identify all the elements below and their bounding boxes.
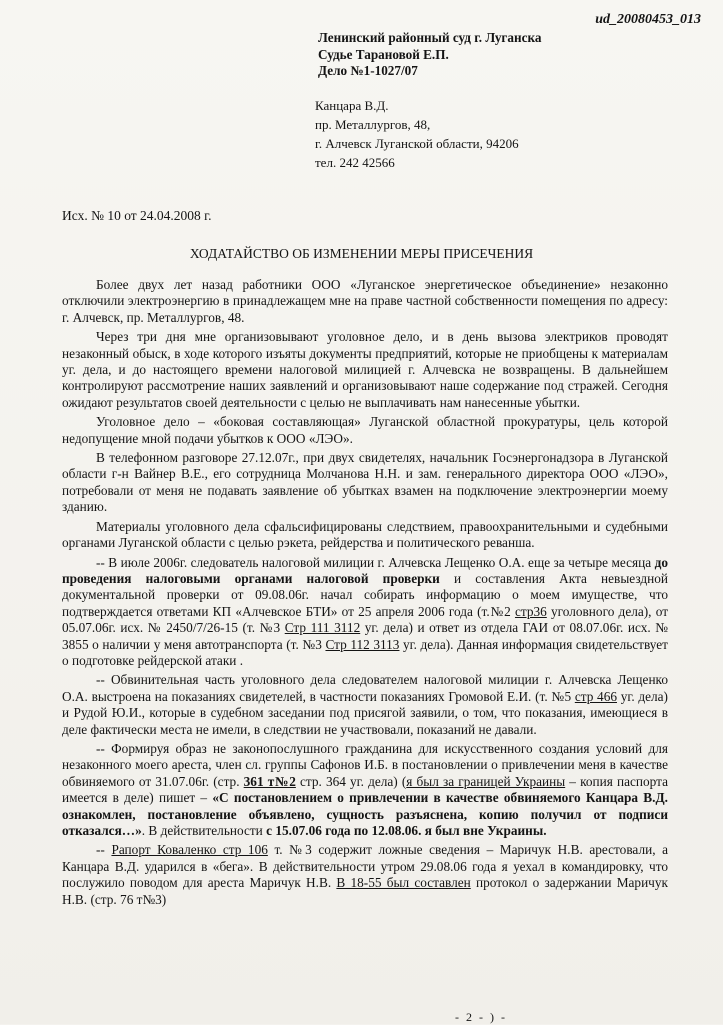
outgoing-number: Исх. № 10 от 24.04.2008 г. — [62, 208, 212, 223]
p9-text-c: т. №3 содержит ложные сведения – Маричук Н.В. арестовали, а Канцара В.Д. ударился в «бега». В действительности утром 29.08.06 года я уехал в командировку, что послужило поводом для ареста Маричук Н.В. — [62, 842, 668, 891]
p6-text-e: уголовного дела), от 05.07.06г. исх. № 2450/7/26-15 (т. №3 — [62, 603, 669, 636]
paragraph-9 — [62, 842, 668, 908]
sender-phone: тел. 242 42566 — [315, 155, 395, 170]
p9-text-a: -- — [96, 842, 112, 858]
p6-ref-p36: стр36 — [514, 603, 547, 619]
paragraph-3: Уголовное дело – «боковая составляющая» Луганской областной прокуратуры, цель которой недопущение мной подачи убытков к ООО «ЛЭО». — [62, 414, 668, 446]
p8-text-g: . В действительности — [141, 823, 267, 838]
document-body — [62, 277, 668, 911]
p6-text-c: и составления Акта невыездной документальной проверки от 09.08.06г. начал собирать информацию о моем имуществе, что подтверждается ответами КП «Алчевское БТИ» от 25 апреля 2006 года (т.№2 — [62, 570, 668, 619]
document-title: ХОДАТАЙСТВО ОБ ИЗМЕНЕНИИ МЕРЫ ПРИСЕЧЕНИЯ — [189, 246, 534, 261]
p8-dates: с 15.07.06 года по 12.08.06. я был вне Украины. — [266, 823, 547, 838]
p8-text-c: стр. 364 уг. дела) ( — [295, 773, 407, 789]
p6-text-i: уг. дела). Данная информация свидетельствует о подготовке рейдерской атаки . — [62, 636, 668, 668]
p8-text-a: -- Формируя образ не законопослушного гражданина для искусственного создания условий для незаконного моего ареста, член сл. группы Сафонов И.Б. в постановлении о привлечении меня в качестве обвиняемого от 31.07.06г. (стр. — [62, 740, 668, 789]
paragraph-5: Материалы уголовного дела сфальсифицированы следствием, правоохранительными и судебными органами Луганской области с целью рэкета, рейдерства и политического реванша. — [62, 518, 668, 551]
sender-block — [315, 96, 695, 172]
p9-ref-report: Рапорт Коваленко стр 106 — [111, 842, 268, 858]
case-number: Дело №1-1027/07 — [318, 63, 418, 78]
page-bottom-mark: - 2 - ) - — [455, 1010, 507, 1024]
paragraph-8 — [62, 741, 668, 839]
document-id: ud_20080453_013 — [595, 12, 701, 27]
sender-name: Канцара В.Д. — [315, 98, 389, 113]
paragraph-6 — [62, 555, 668, 670]
p9-time-note: В 18-55 был составлен — [336, 875, 471, 891]
p9-text-e: протокол о задержании Маричук Н.В. (стр. 76 т№3) — [62, 875, 668, 907]
p6-ref-p111: Стр 111 3112 — [284, 620, 361, 636]
p6-ref-p112: Стр 112 3113 — [325, 636, 400, 652]
paragraph-7 — [62, 672, 668, 738]
p7-text-a: -- Обвинительная часть уголовного дела следователем налоговой милиции г. Алчевска Лещенко О.А. выстроена на показаниях свидетелей, в частности показаниях Громовой Е.И. (т. №5 — [62, 672, 668, 704]
addressee-block — [318, 30, 698, 80]
p8-text-e: – копия паспорта имеется в деле) пишет – — [62, 773, 669, 806]
paragraph-1: Более двух лет назад работники ООО «Луганское энергетическое объединение» незаконно отключили электроэнергию в принадлежащем мне на праве частной собственности помещения по адресу: г. Алчевск, пр. Металлургов, 48. — [62, 277, 668, 325]
paragraph-2: Через три дня мне организовывают уголовное дело, и в день вызова электриков проводят незаконный обыск, в ходе которого изъяты документы предприятий, которые не приобщены к материалам уг. дела, и до настоящего времени налоговой милицией г. Алчевска не возвращены. В дальнейшем контролируют рассмотрение наших заявлений и организовывают наше содержание под стражей. Сегодня ожидают результатов своей деятельности с целью не выплачивать нам нанесенные убытки. — [62, 329, 668, 410]
sender-city: г. Алчевск Луганской области, 94206 — [315, 136, 519, 151]
p6-text-g: уг. дела) и ответ из отдела ГАИ от 08.07.06г. исх. № 3855 о наличии у меня автотранспорта (т. №3 — [62, 620, 668, 652]
addressee-judge: Судье Тарановой Е.П. — [318, 46, 449, 62]
p8-abroad-note: я был за границей Украины — [406, 773, 566, 789]
sender-street: пр. Металлургов, 48, — [315, 117, 431, 132]
addressee-court: Ленинский районный суд г. Луганска — [318, 30, 542, 45]
p6-bold-audit: до проведения налоговыми органами налоговой проверки — [62, 554, 668, 586]
p7-text-c: уг. дела) и Рудой Ю.И., которые в судебном заседании под присягой заявили, о том, что показания, имеющиеся в деле фактически места не имели, в следствии не участвовали, показаний не давали. — [62, 688, 668, 737]
p6-text-a: -- В июле 2006г. следователь налоговой милиции г. Алчевска Лещенко О.А. еще за четыре месяца — [96, 554, 655, 570]
paragraph-4: В телефонном разговоре 27.12.07г., при двух свидетелях, начальник Госэнергонадзора в Луганской области г-н Вайнер В.Е., его сотрудница Молчанова Н.Н. и зам. генерального директора ООО «ЛЭО», потребовали от меня не подавать заявление об убытках взамен на подключение электроэнергии моему зданию. — [62, 450, 668, 515]
p8-ref-p361: 361 т№2 — [243, 773, 296, 789]
p8-quote: «С постановлением о привлечении в качестве обвиняемого Канцара В.Д. ознакомлен, постановление объявлено, сущность разъяснена, копию получил от подписи отказался…» — [62, 790, 668, 838]
p7-ref-p466: стр 466 — [574, 688, 617, 704]
